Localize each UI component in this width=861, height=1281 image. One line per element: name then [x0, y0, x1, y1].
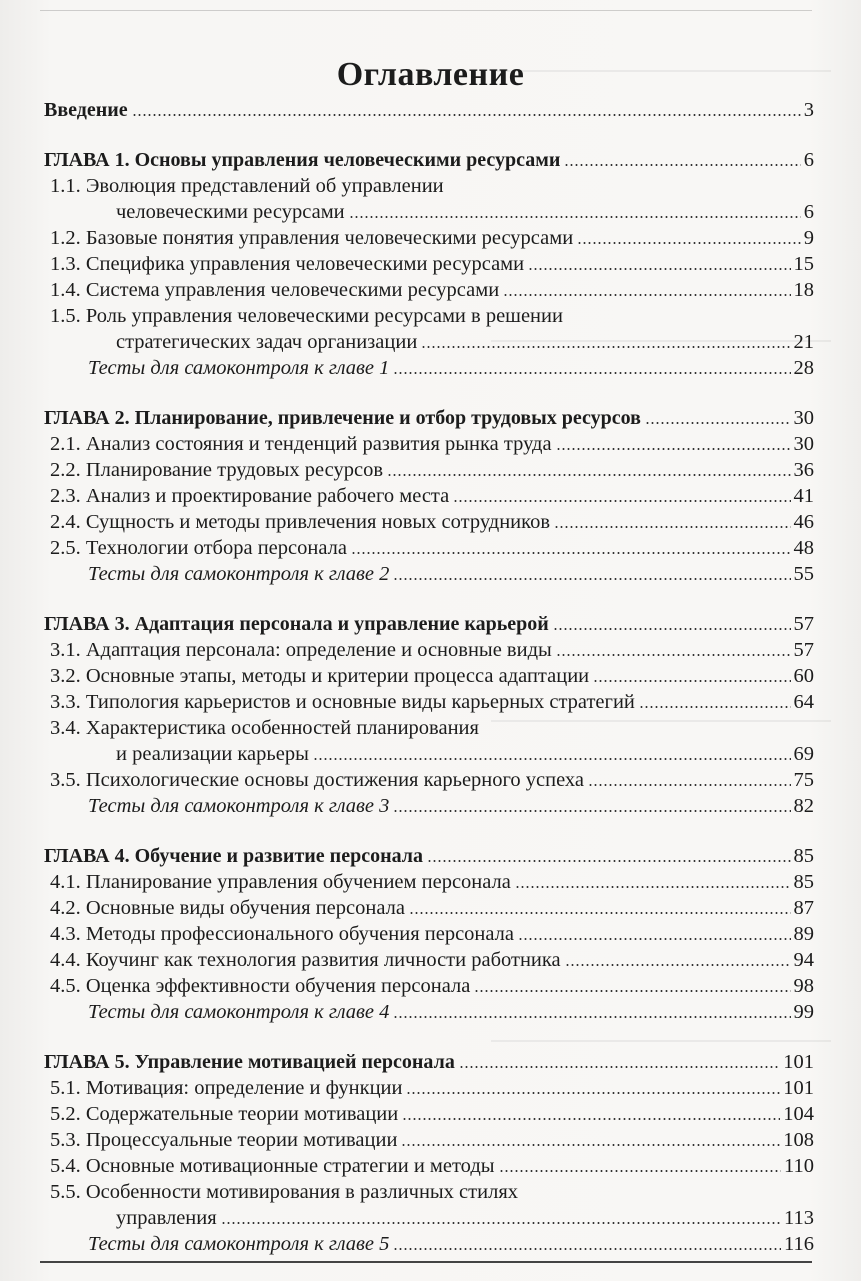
toc-section-entry[interactable] — [44, 1179, 814, 1205]
toc-page-number: 46 — [793, 511, 814, 533]
toc-page-number: 98 — [793, 975, 814, 997]
toc-entry-label: 2.5. Технологии отбора персонала — [50, 537, 347, 559]
toc-page-number: 3 — [803, 99, 814, 121]
toc-page-number: 85 — [793, 845, 814, 867]
toc-entry-label: 2.4. Сущность и методы привлечения новых сотрудников — [50, 511, 550, 533]
toc-page-number: 82 — [793, 795, 814, 817]
toc-section-entry[interactable] — [44, 1153, 814, 1179]
dot-leader — [387, 474, 791, 476]
toc-test-entry[interactable] — [44, 561, 814, 587]
toc-page-number: 55 — [793, 563, 814, 585]
toc-page-number: 99 — [793, 1001, 814, 1023]
dot-leader — [132, 114, 801, 116]
toc-entry-label: 2.2. Планирование трудовых ресурсов — [50, 459, 383, 481]
toc-section-entry[interactable] — [44, 973, 814, 999]
toc-section-entry[interactable] — [44, 509, 814, 535]
toc-page-number: 101 — [783, 1051, 814, 1073]
dot-leader — [421, 346, 790, 348]
toc-chapter-entry[interactable] — [44, 843, 814, 869]
toc-test-entry[interactable] — [44, 793, 814, 819]
toc-page-number: 28 — [793, 357, 814, 379]
dot-leader — [459, 1066, 780, 1068]
toc-gap — [44, 587, 814, 611]
dot-leader — [393, 372, 790, 374]
dot-leader — [553, 628, 791, 630]
table-of-contents — [44, 97, 814, 1257]
dot-leader — [313, 758, 791, 760]
toc-entry-label: 1.5. Роль управления человеческими ресурсами в решении — [50, 305, 563, 327]
toc-section-entry[interactable] — [44, 947, 814, 973]
toc-cont-entry[interactable] — [44, 329, 814, 355]
toc-entry-label: 4.4. Коучинг как технология развития личности работника — [50, 949, 561, 971]
dot-leader — [474, 990, 790, 992]
toc-page-number: 21 — [793, 331, 814, 353]
toc-section-entry[interactable] — [44, 689, 814, 715]
toc-page-number: 48 — [793, 537, 814, 559]
toc-section-entry[interactable] — [44, 767, 814, 793]
toc-entry-label: 5.3. Процессуальные теории мотивации — [50, 1129, 398, 1151]
toc-page-number: 6 — [803, 201, 814, 223]
dot-leader — [528, 268, 790, 270]
toc-section-entry[interactable] — [44, 663, 814, 689]
toc-section-entry[interactable] — [44, 895, 814, 921]
toc-page-number: 30 — [793, 433, 814, 455]
dot-leader — [556, 654, 791, 656]
toc-page-number: 113 — [784, 1207, 814, 1229]
toc-cont-entry[interactable] — [44, 199, 814, 225]
toc-section-entry[interactable] — [44, 173, 814, 199]
dot-leader — [554, 526, 791, 528]
dot-leader — [499, 1170, 781, 1172]
toc-entry-label: 3.4. Характеристика особенностей планирования — [50, 717, 479, 739]
toc-page-number: 110 — [784, 1155, 814, 1177]
toc-entry-label: ГЛАВА 5. Управление мотивацией персонала — [44, 1051, 455, 1073]
toc-entry-label: 1.2. Базовые понятия управления человеческими ресурсами — [50, 227, 574, 249]
toc-page-number: 85 — [793, 871, 814, 893]
toc-section-entry[interactable] — [44, 277, 814, 303]
toc-chapter-entry[interactable] — [44, 405, 814, 431]
toc-entry-label: человеческими ресурсами — [116, 201, 345, 223]
toc-entry-label: 4.2. Основные виды обучения персонала — [50, 897, 405, 919]
toc-section-entry[interactable] — [44, 1101, 814, 1127]
toc-gap — [44, 819, 814, 843]
toc-section-entry[interactable] — [44, 1127, 814, 1153]
toc-test-entry[interactable] — [44, 1231, 814, 1257]
dot-leader — [406, 1092, 780, 1094]
toc-test-entry[interactable] — [44, 355, 814, 381]
toc-chapter-entry[interactable] — [44, 611, 814, 637]
toc-section-entry[interactable] — [44, 431, 814, 457]
dot-leader — [503, 294, 790, 296]
toc-page-number: 36 — [793, 459, 814, 481]
page-title: Оглавление — [336, 56, 525, 93]
toc-entry-label: ГЛАВА 3. Адаптация персонала и управление карьерой — [44, 613, 549, 635]
dot-leader — [518, 938, 790, 940]
toc-entry-label: 3.2. Основные этапы, методы и критерии процесса адаптации — [50, 665, 590, 687]
toc-entry-label: 1.3. Специфика управления человеческими ресурсами — [50, 253, 525, 275]
dot-leader — [393, 810, 790, 812]
dot-leader — [645, 422, 791, 424]
toc-entry-label: Введение — [44, 99, 128, 121]
dot-leader — [393, 1016, 790, 1018]
toc-entry-label: 5.5. Особенности мотивирования в различных стилях — [50, 1181, 518, 1203]
toc-section-entry[interactable] — [44, 921, 814, 947]
toc-entry-label: и реализации карьеры — [116, 743, 309, 765]
toc-page-number: 18 — [793, 279, 814, 301]
dot-leader — [639, 706, 791, 708]
toc-entry-label: 3.3. Типология карьеристов и основные виды карьерных стратегий — [50, 691, 635, 713]
toc-section-entry[interactable] — [44, 303, 814, 329]
toc-page-number: 101 — [783, 1077, 814, 1099]
toc-page-number: 104 — [783, 1103, 814, 1125]
toc-page-number: 6 — [803, 149, 814, 171]
toc-section-entry[interactable] — [44, 535, 814, 561]
dot-leader — [409, 912, 791, 914]
toc-entry-label: Тесты для самоконтроля к главе 4 — [88, 1001, 390, 1023]
toc-cont-entry[interactable] — [44, 1205, 814, 1231]
toc-entry-label: управления — [116, 1207, 217, 1229]
toc-page-number: 94 — [793, 949, 814, 971]
toc-page-number: 60 — [793, 665, 814, 687]
toc-intro-entry[interactable] — [44, 97, 814, 123]
toc-entry-label: стратегических задач организации — [116, 331, 418, 353]
dot-leader — [427, 860, 790, 862]
bottom-rule — [40, 1261, 812, 1263]
toc-entry-label: ГЛАВА 1. Основы управления человеческими ресурсами — [44, 149, 561, 171]
toc-page-number: 116 — [784, 1233, 814, 1255]
toc-page-number: 30 — [793, 407, 814, 429]
top-rule — [40, 10, 812, 11]
toc-section-entry[interactable] — [44, 1075, 814, 1101]
toc-page-number: 89 — [793, 923, 814, 945]
dot-leader — [515, 886, 791, 888]
toc-page-number: 9 — [803, 227, 814, 249]
toc-page-number: 69 — [793, 743, 814, 765]
toc-cont-entry[interactable] — [44, 741, 814, 767]
dot-leader — [401, 1144, 780, 1146]
toc-chapter-entry[interactable] — [44, 147, 814, 173]
toc-entry-label: 5.2. Содержательные теории мотивации — [50, 1103, 399, 1125]
toc-entry-label: 2.3. Анализ и проектирование рабочего места — [50, 485, 450, 507]
toc-section-entry[interactable] — [44, 715, 814, 741]
toc-page-number: 64 — [793, 691, 814, 713]
dot-leader — [393, 1248, 781, 1250]
dot-leader — [393, 578, 790, 580]
toc-gap — [44, 381, 814, 405]
toc-section-entry[interactable] — [44, 251, 814, 277]
toc-test-entry[interactable] — [44, 999, 814, 1025]
dot-leader — [556, 448, 791, 450]
toc-entry-label: Тесты для самоконтроля к главе 2 — [88, 563, 390, 585]
toc-section-entry[interactable] — [44, 483, 814, 509]
toc-entry-label: 4.3. Методы профессионального обучения персонала — [50, 923, 515, 945]
toc-section-entry[interactable] — [44, 225, 814, 251]
dot-leader — [588, 784, 790, 786]
toc-entry-label: 4.5. Оценка эффективности обучения персонала — [50, 975, 471, 997]
toc-entry-label: 3.1. Адаптация персонала: определение и основные виды — [50, 639, 552, 661]
dot-leader — [593, 680, 790, 682]
toc-section-entry[interactable] — [44, 869, 814, 895]
toc-entry-label: 4.1. Планирование управления обучением персонала — [50, 871, 511, 893]
dot-leader — [577, 242, 801, 244]
toc-entry-label: 5.1. Мотивация: определение и функции — [50, 1077, 403, 1099]
toc-entry-label: 5.4. Основные мотивационные стратегии и методы — [50, 1155, 495, 1177]
toc-page-number: 15 — [793, 253, 814, 275]
toc-entry-label: 1.1. Эволюция представлений об управлении — [50, 175, 444, 197]
toc-entry-label: 3.5. Психологические основы достижения карьерного успеха — [50, 769, 585, 791]
toc-page-number: 87 — [793, 897, 814, 919]
toc-entry-label: ГЛАВА 4. Обучение и развитие персонала — [44, 845, 424, 867]
dot-leader — [565, 964, 791, 966]
dot-leader — [564, 164, 800, 166]
toc-page-number: 41 — [793, 485, 814, 507]
dot-leader — [402, 1118, 780, 1120]
toc-section-entry[interactable] — [44, 457, 814, 483]
dot-leader — [349, 216, 801, 218]
toc-gap — [44, 123, 814, 147]
dot-leader — [351, 552, 791, 554]
dot-leader — [221, 1222, 781, 1224]
toc-gap — [44, 1025, 814, 1049]
toc-section-entry[interactable] — [44, 637, 814, 663]
dot-leader — [453, 500, 790, 502]
toc-entry-label: Тесты для самоконтроля к главе 5 — [88, 1233, 390, 1255]
toc-page-number: 57 — [793, 639, 814, 661]
toc-page-number: 75 — [793, 769, 814, 791]
toc-entry-label: 2.1. Анализ состояния и тенденций развития рынка труда — [50, 433, 552, 455]
toc-page-number: 108 — [783, 1129, 814, 1151]
toc-entry-label: Тесты для самоконтроля к главе 3 — [88, 795, 390, 817]
toc-entry-label: ГЛАВА 2. Планирование, привлечение и отбор трудовых ресурсов — [44, 407, 641, 429]
toc-entry-label: Тесты для самоконтроля к главе 1 — [88, 357, 390, 379]
toc-chapter-entry[interactable] — [44, 1049, 814, 1075]
toc-page-number: 57 — [793, 613, 814, 635]
toc-entry-label: 1.4. Система управления человеческими ресурсами — [50, 279, 500, 301]
